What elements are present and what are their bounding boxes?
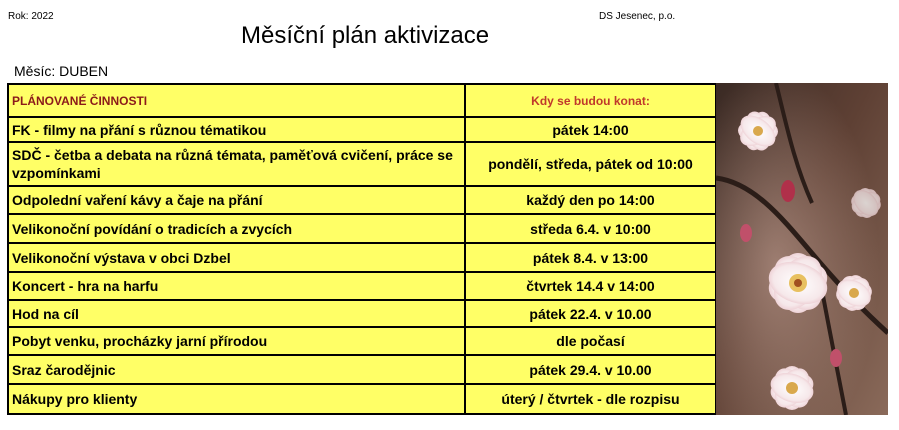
activity-cell: Velikonoční povídání o tradicích a zvycích xyxy=(8,214,465,243)
activity-cell: Sraz čarodějnic xyxy=(8,355,465,384)
when-cell: pátek 22.4. v 10.00 xyxy=(465,300,716,327)
when-cell: pátek 29.4. v 10.00 xyxy=(465,355,716,384)
year-label: Rok: 2022 xyxy=(8,11,54,22)
when-cell: dle počasí xyxy=(465,327,716,355)
column-header-when: Kdy se budou konat: xyxy=(465,84,716,117)
when-cell: čtvrtek 14.4 v 14:00 xyxy=(465,272,716,300)
organization-label: DS Jesenec, p.o. xyxy=(599,11,676,22)
table-row xyxy=(8,300,716,327)
activity-cell: Odpolední vaření kávy a čaje na přání xyxy=(8,186,465,214)
when-cell: středa 6.4. v 10:00 xyxy=(465,214,716,243)
table-header-row xyxy=(8,84,716,117)
activity-cell: SDČ - četba a debata na různá témata, paměťová cvičení, práce se vzpomínkami xyxy=(8,142,465,186)
activity-cell: Nákupy pro klienty xyxy=(8,384,465,414)
when-cell: úterý / čtvrtek - dle rozpisu xyxy=(465,384,716,414)
page-title: Měsíční plán aktivizace xyxy=(241,22,490,49)
activity-cell: Velikonoční výstava v obci Dzbel xyxy=(8,243,465,272)
blossom-illustration xyxy=(716,83,888,415)
table-row xyxy=(8,117,716,142)
activity-cell: Koncert - hra na harfu xyxy=(8,272,465,300)
table-row xyxy=(8,327,716,355)
table-row xyxy=(8,355,716,384)
blossom-photo xyxy=(716,83,888,415)
when-cell: pátek 8.4. v 13:00 xyxy=(465,243,716,272)
table-row xyxy=(8,272,716,300)
table-row xyxy=(8,243,716,272)
when-cell: pondělí, středa, pátek od 10:00 xyxy=(465,142,716,186)
activity-cell: Pobyt venku, procházky jarní přírodou xyxy=(8,327,465,355)
activity-plan-table xyxy=(7,83,717,415)
month-label: Měsíc: DUBEN xyxy=(14,63,109,79)
activity-cell: FK - filmy na přání s různou tématikou xyxy=(8,117,465,142)
table-row xyxy=(8,214,716,243)
when-cell: pátek 14:00 xyxy=(465,117,716,142)
table-row xyxy=(8,142,716,186)
activity-cell: Hod na cíl xyxy=(8,300,465,327)
table-row xyxy=(8,186,716,214)
table-row xyxy=(8,384,716,414)
when-cell: každý den po 14:00 xyxy=(465,186,716,214)
column-header-activities: PLÁNOVANÉ ČINNOSTI xyxy=(8,84,465,117)
